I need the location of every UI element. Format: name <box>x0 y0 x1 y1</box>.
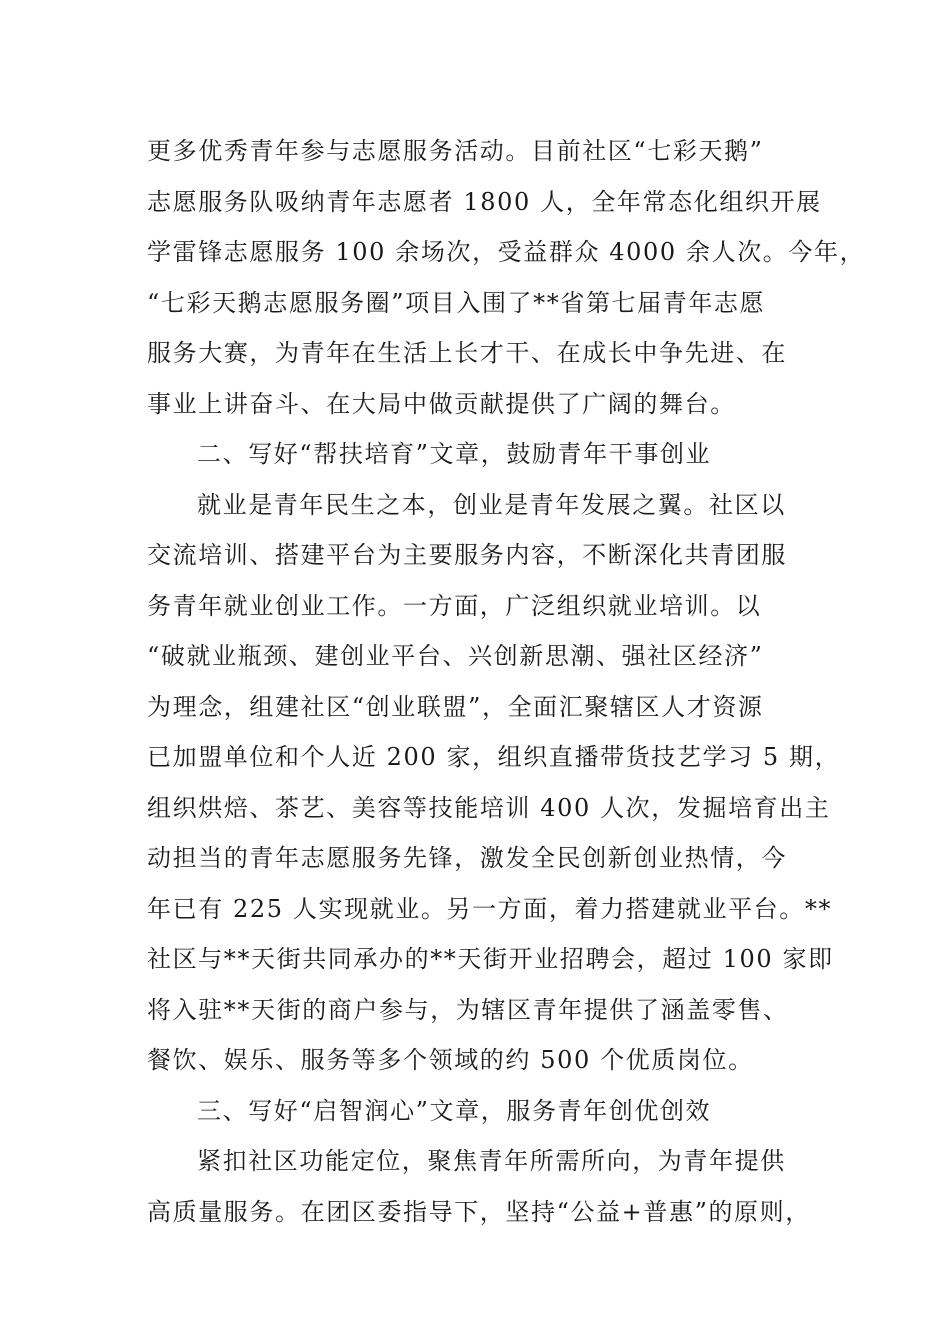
text-line: 动担当的青年志愿服务先锋，激发全民创新创业热情，今 <box>147 844 787 872</box>
text-line: 高质量服务。在团区委指导下，坚持“公益+普惠”的原则， <box>147 1197 811 1226</box>
document-body <box>147 126 866 1237</box>
text-line: 交流培训、搭建平台为主要服务内容，不断深化共青团服 <box>147 541 787 569</box>
text-line: 将入驻**天街的商户参与，为辖区青年提供了涵盖零售、 <box>147 995 789 1024</box>
text-line: 更多优秀青年参与志愿服务活动。目前社区“七彩天鹅” <box>147 137 764 165</box>
text-line: 组织烘焙、茶艺、美容等技能培训 400 人次，发掘培育出主 <box>147 793 831 822</box>
text-line: 为理念，组建社区“创业联盟”，全面汇聚辖区人才资源 <box>147 692 764 721</box>
paragraph-first-line: 紧扣社区功能定位，聚焦青年所需所向，为青年提供 <box>197 1147 786 1175</box>
text-line: “七彩天鹅志愿服务圈”项目入围了**省第七届青年志愿 <box>147 288 766 317</box>
text-line: 社区与**天街共同承办的**天街开业招聘会，超过 100 家即 <box>147 945 834 973</box>
text-line: 学雷锋志愿服务 100 余场次，受益群众 4000 余人次。今年， <box>147 238 866 266</box>
text-line: 志愿服务队吸纳青年志愿者 1800 人，全年常态化组织开展 <box>147 187 822 216</box>
text-line: 已加盟单位和个人近 200 家，组织直播带货技艺学习 5 期， <box>147 743 841 771</box>
text-line: 餐饮、娱乐、服务等多个领域的约 500 个优质岗位。 <box>147 1046 754 1074</box>
text-line: 服务大赛，为青年在生活上长才干、在成长中争先进、在 <box>147 339 787 367</box>
text-line: 务青年就业创业工作。一方面，广泛组织就业培训。以 <box>147 591 762 620</box>
paragraph-first-line: 就业是青年民生之本，创业是青年发展之翼。社区以 <box>197 490 786 519</box>
text-line: 年已有 225 人实现就业。另一方面，着力搭建就业平台。** <box>147 894 833 923</box>
section-heading: 三、写好“启智润心”文章，服务青年创优创效 <box>197 1096 712 1125</box>
text-line: “破就业瓶颈、建创业平台、兴创新思潮、强社区经济” <box>147 642 764 670</box>
text-line: 事业上讲奋斗、在大局中做贡献提供了广阔的舞台。 <box>147 389 736 418</box>
section-heading: 二、写好“帮扶培育”文章，鼓励青年干事创业 <box>197 440 712 468</box>
